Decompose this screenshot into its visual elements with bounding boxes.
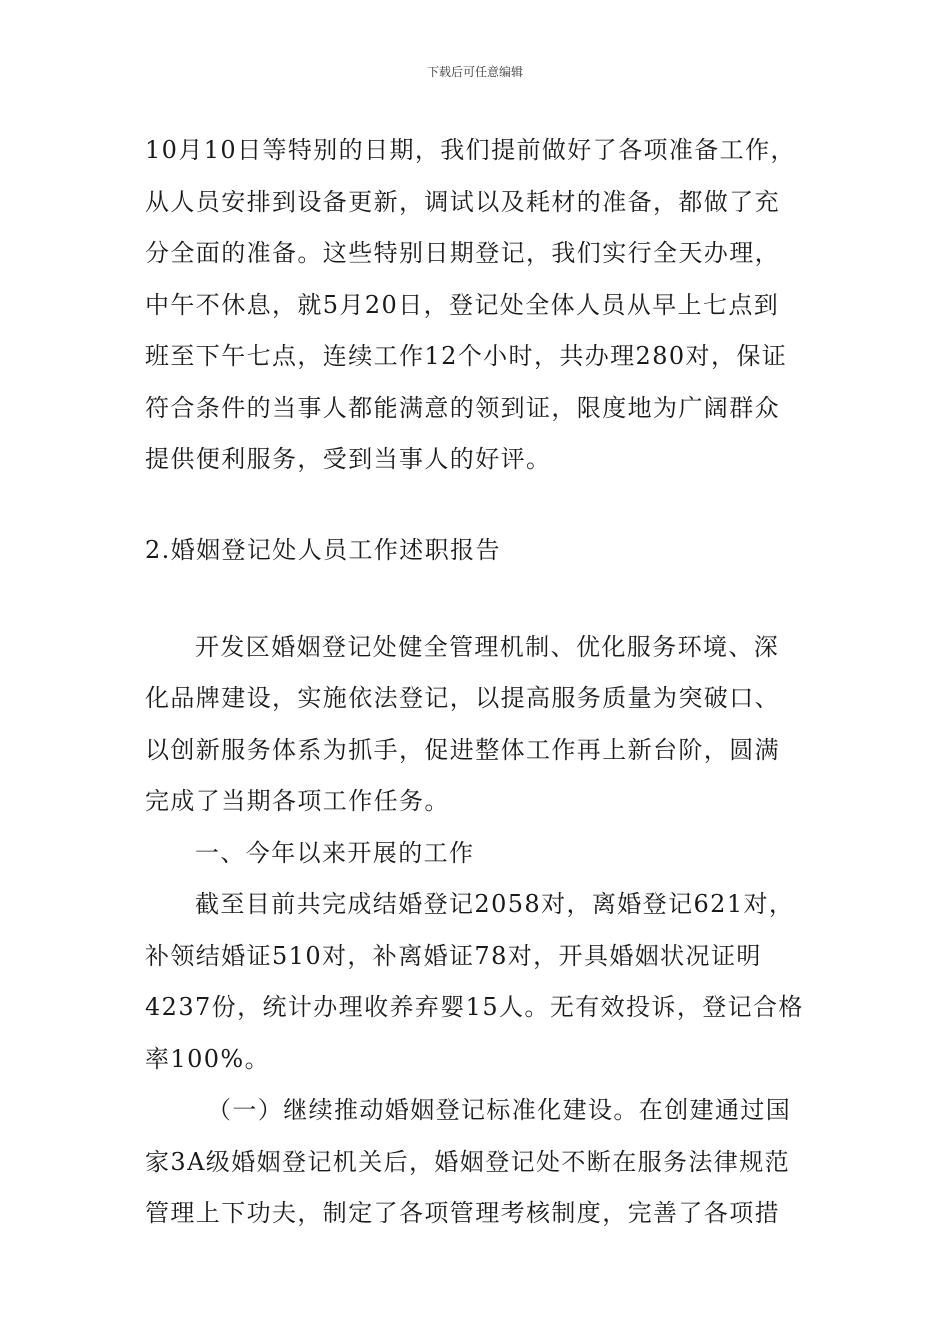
- paragraph-3: [145, 879, 813, 1085]
- paragraph-line: 开发区婚姻登记处健全管理机制、优化服务环境、深: [195, 632, 780, 661]
- paragraph-2: [145, 622, 813, 828]
- paragraph-line: 中午不休息，就5月20日，登记处全体人员从早上七点到: [145, 290, 780, 319]
- spacer: [145, 486, 813, 526]
- subheading: 一、今年以来开展的工作: [195, 838, 475, 867]
- section-title: 2.婚姻登记处人员工作述职报告: [145, 535, 501, 564]
- paragraph-line: 从人员安排到设备更新，调试以及耗材的准备，都做了充: [145, 187, 780, 216]
- paragraph-line: 10月10日等特别的日期，我们提前做好了各项准备工作，: [145, 136, 796, 164]
- paragraph-line: 管理上下功夫，制定了各项管理考核制度，完善了各项措: [145, 1199, 780, 1227]
- document-body: [145, 125, 813, 1240]
- paragraph-1: [145, 125, 813, 486]
- paragraph-line: 截至目前共完成结婚登记2058对，离婚登记621对，: [195, 890, 795, 918]
- paragraph-line: 分全面的准备。这些特别日期登记，我们实行全天办理，: [145, 239, 780, 267]
- paragraph-line: 以创新服务体系为抓手，促进整体工作再上新台阶，圆满: [145, 735, 780, 764]
- paragraph-line: 化品牌建设，实施依法登记，以提高服务质量为突破口、: [145, 684, 780, 712]
- spacer: [145, 574, 813, 622]
- paragraph-line: 家3A级婚姻登记机关后，婚姻登记处不断在服务法律规范: [145, 1147, 790, 1176]
- paragraph-4: [145, 1085, 813, 1240]
- paragraph-line: 补领结婚证510对，补离婚证78对，开具婚姻状况证明: [145, 941, 762, 970]
- paragraph-line: 4237份，统计办理收养弃婴15人。无有效投诉，登记合格: [145, 993, 804, 1021]
- paragraph-line: 符合条件的当事人都能满意的领到证，限度地为广阔群众: [145, 393, 780, 422]
- paragraph-line: 完成了当期各项工作任务。: [145, 787, 450, 815]
- paragraph-line: 班至下午七点，连续工作12个小时，共办理280对，保证: [145, 342, 788, 370]
- subheading-block: [145, 828, 813, 880]
- paragraph-line: 提供便利服务，受到当事人的好评。: [145, 445, 552, 473]
- header-note: 下载后可任意编辑: [426, 65, 523, 79]
- paragraph-line: 率100%。: [145, 1044, 271, 1073]
- paragraph-line: （一）继续推动婚姻登记标准化建设。在创建通过国: [207, 1096, 792, 1124]
